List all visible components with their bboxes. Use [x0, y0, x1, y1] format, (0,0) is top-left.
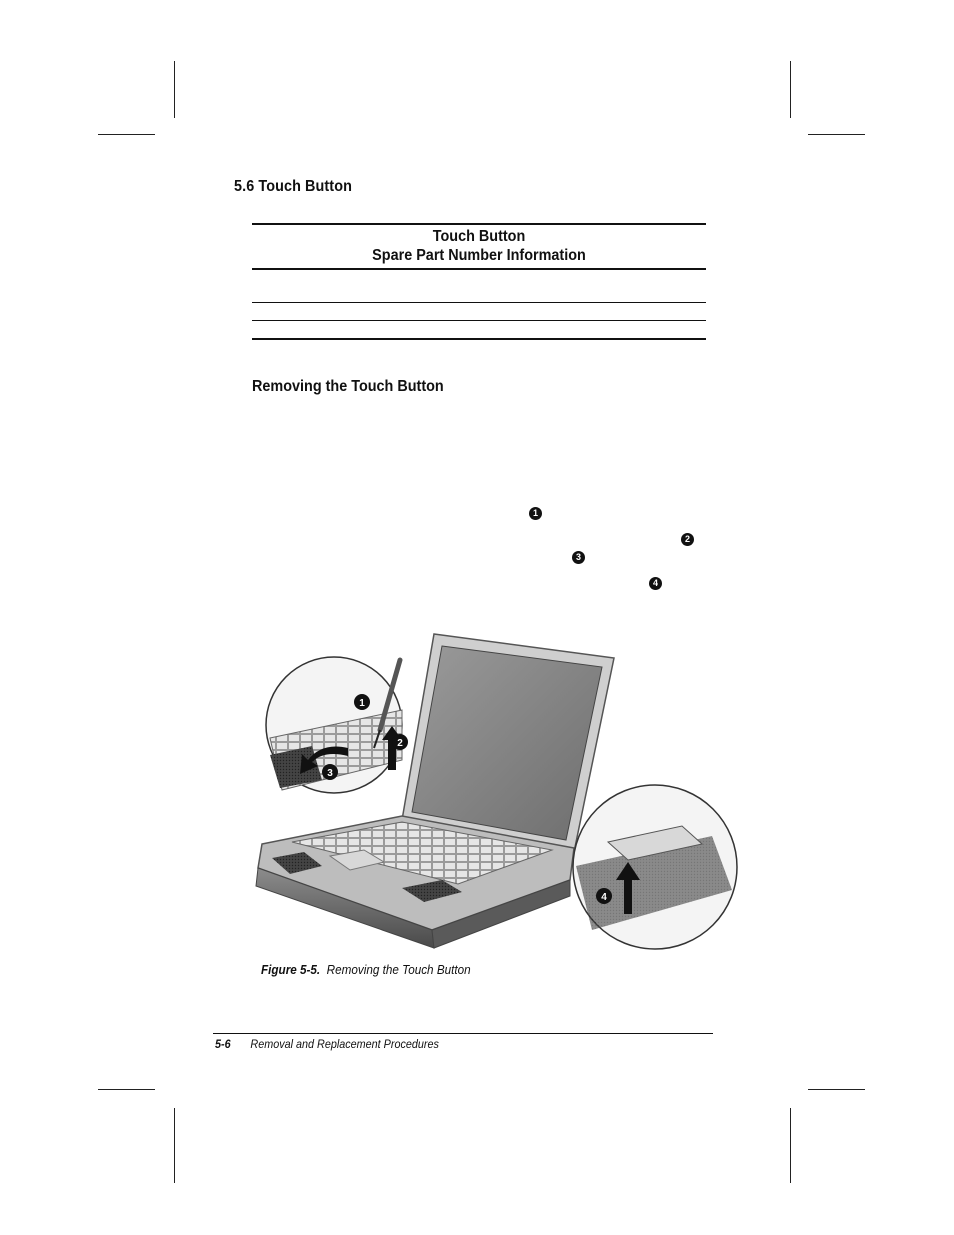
laptop-illustration [252, 630, 740, 960]
table-title-line1: Touch Button [432, 228, 526, 245]
table-bottom-rule [252, 338, 706, 340]
callout-4: 4 [649, 577, 662, 590]
figure-caption-label: Figure 5-5. [261, 962, 321, 977]
page-number: 5-6 [215, 1037, 231, 1051]
svg-text:3: 3 [327, 768, 333, 779]
subsection-heading: Removing the Touch Button [252, 378, 444, 395]
crop-mark [790, 1108, 791, 1183]
callout-2: 2 [681, 533, 694, 546]
callout-3: 3 [572, 551, 585, 564]
figure-caption [261, 962, 471, 977]
crop-mark [808, 1089, 865, 1090]
table-row-rule [252, 320, 706, 321]
section-heading: 5.6 Touch Button [234, 178, 352, 195]
svg-text:2: 2 [397, 738, 403, 749]
figure-caption-text: Removing the Touch Button [326, 962, 471, 977]
footer-rule [213, 1033, 713, 1034]
figure-illustration [252, 630, 740, 960]
svg-text:1: 1 [359, 698, 365, 709]
table-title-line2: Spare Part Number Information [372, 247, 586, 264]
crop-mark [98, 1089, 155, 1090]
table-top-rule [252, 223, 706, 225]
running-title: Removal and Replacement Procedures [250, 1037, 439, 1051]
crop-mark [98, 134, 155, 135]
crop-mark [790, 61, 791, 118]
crop-mark [808, 134, 865, 135]
page-footer [215, 1037, 439, 1051]
table-row-rule [252, 302, 706, 303]
svg-text:4: 4 [601, 892, 607, 903]
crop-mark [174, 1108, 175, 1183]
callout-1: 1 [529, 507, 542, 520]
table-header-rule [252, 268, 706, 270]
crop-mark [174, 61, 175, 118]
table-title [252, 227, 706, 265]
